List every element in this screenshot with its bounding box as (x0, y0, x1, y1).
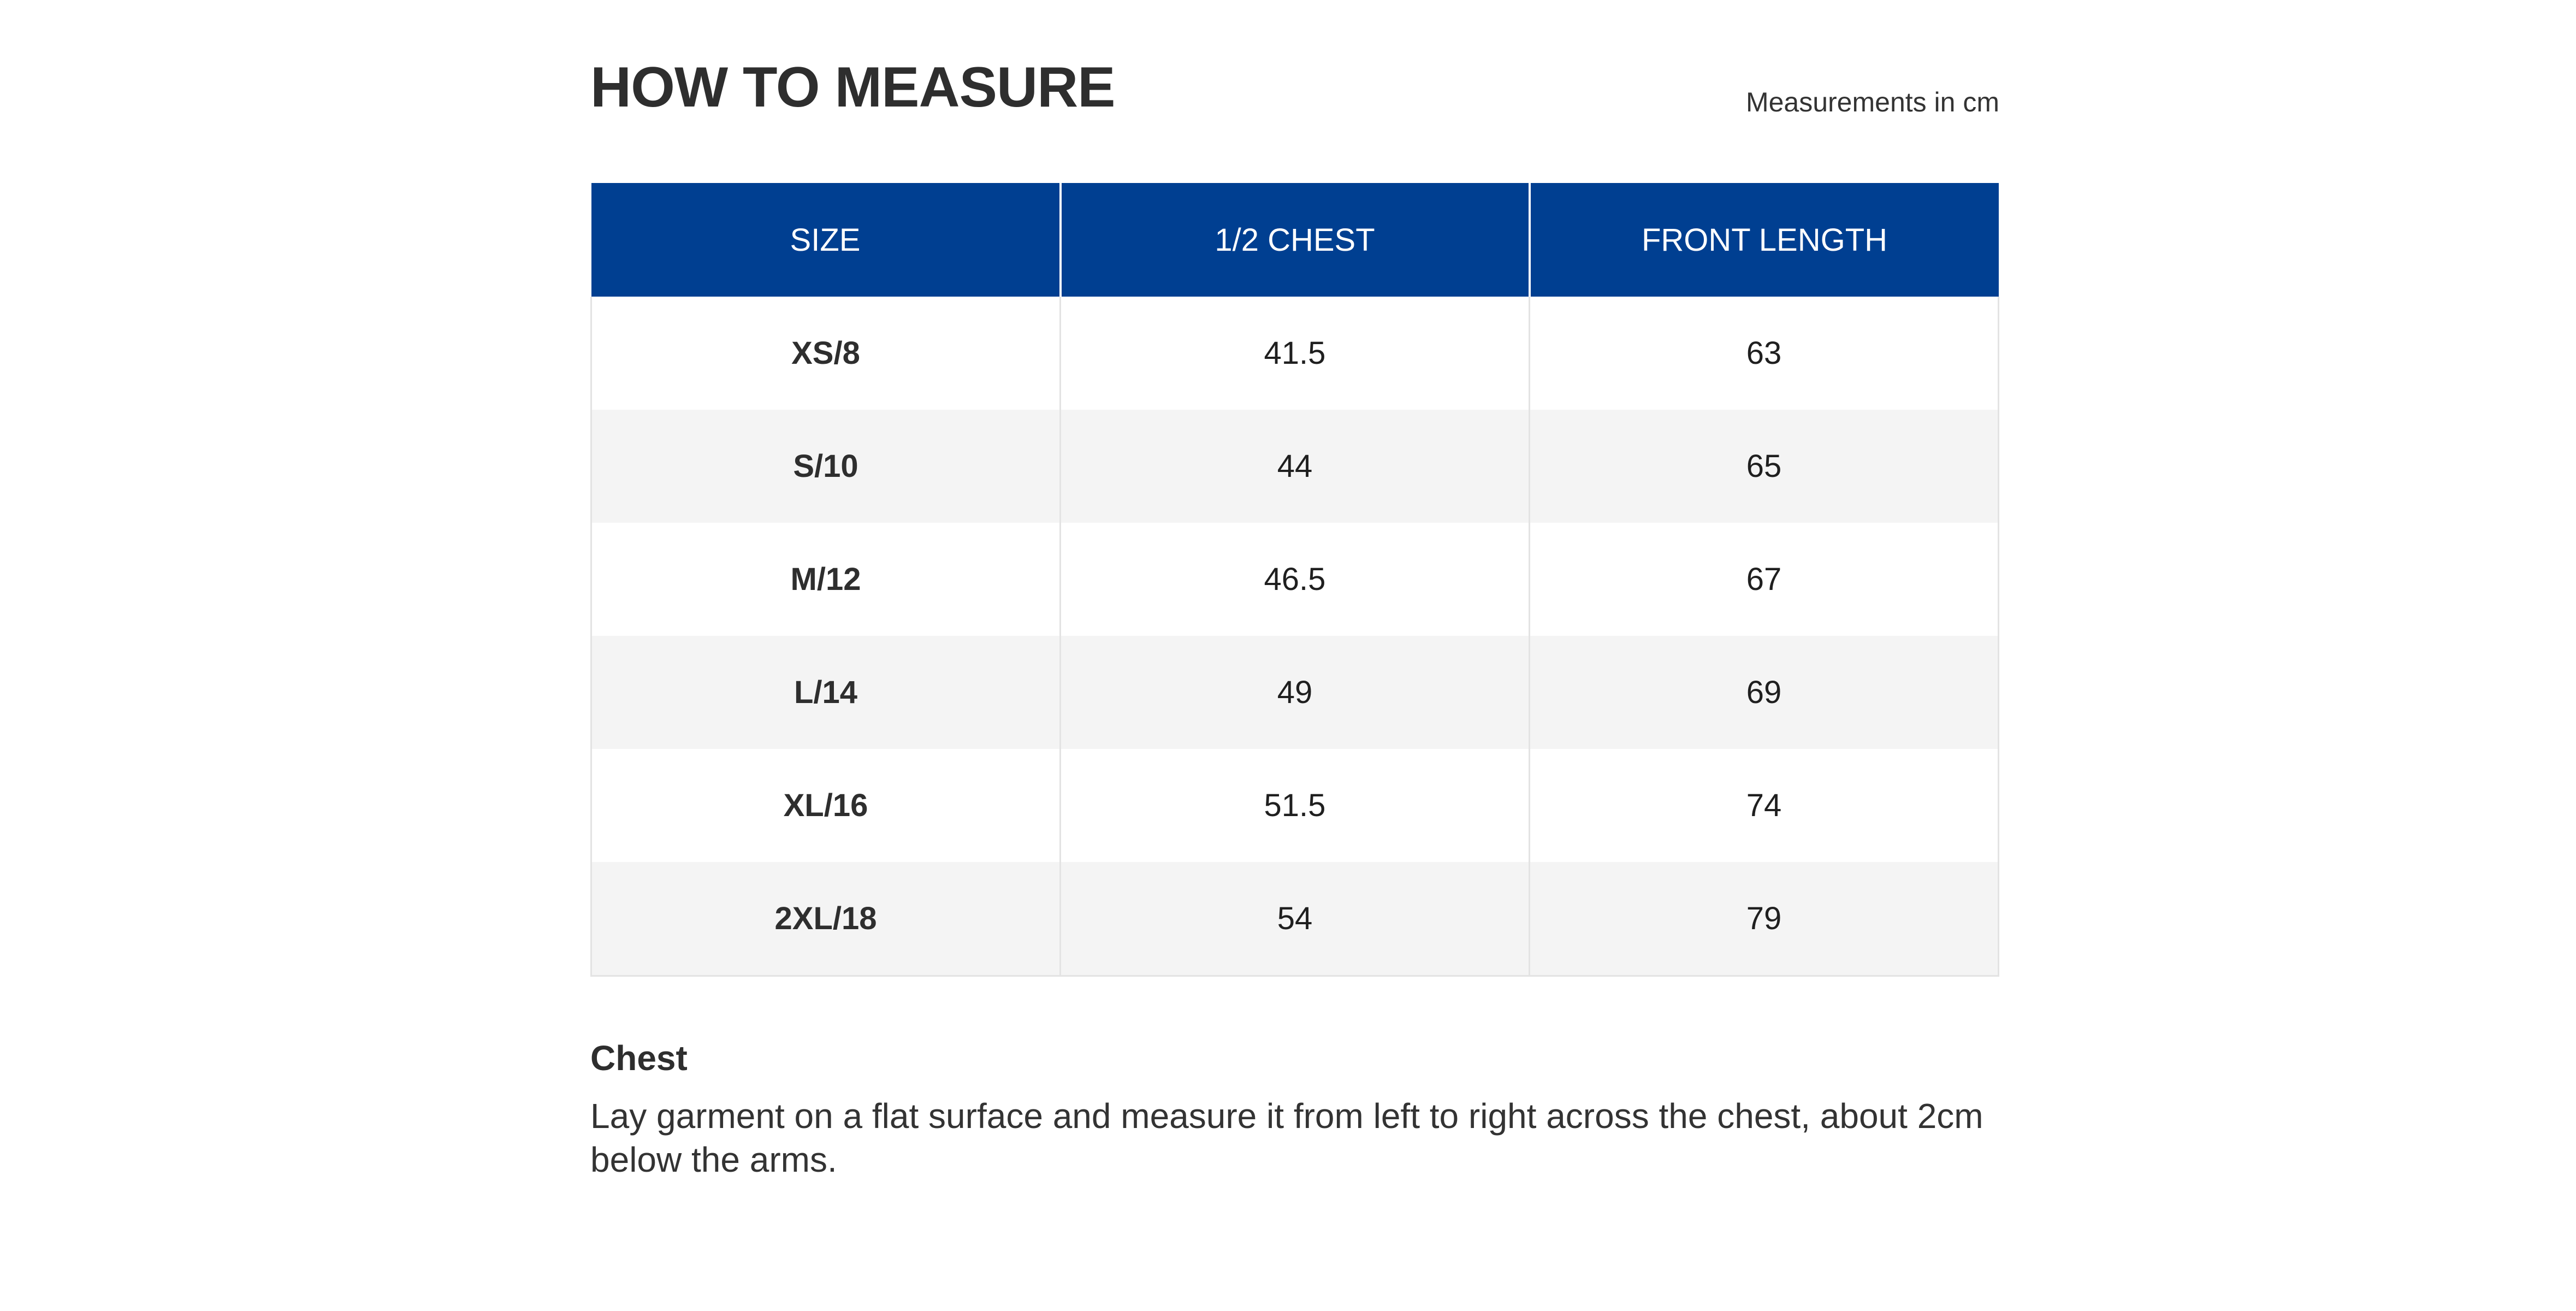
measurement-note (590, 1038, 1999, 1182)
note-title: Chest (590, 1038, 688, 1078)
size-guide (590, 0, 1999, 1179)
half-chest-cell: 44 (1061, 410, 1530, 523)
size-cell: S/10 (591, 410, 1061, 523)
front-length-cell: 69 (1530, 636, 1999, 749)
table-row (591, 636, 1999, 749)
size-guide-header (590, 0, 1999, 183)
half-chest-cell: 51.5 (1061, 749, 1530, 862)
units-note: Measurements in cm (1745, 87, 1999, 117)
table-row (591, 749, 1999, 862)
size-cell: L/14 (591, 636, 1061, 749)
table-row (591, 410, 1999, 523)
front-length-cell: 63 (1530, 297, 1999, 410)
note-text: Lay garment on a flat surface and measure it from left to right across the chest, about 2cm below the arms. (590, 1096, 1983, 1179)
size-table (590, 183, 1999, 977)
column-header-half-chest: 1/2 CHEST (1061, 183, 1530, 297)
front-length-cell: 67 (1530, 523, 1999, 636)
table-row (591, 297, 1999, 410)
front-length-cell: 65 (1530, 410, 1999, 523)
table-row (591, 523, 1999, 636)
page-title: HOW TO MEASURE (590, 56, 1115, 119)
column-header-size: SIZE (591, 183, 1061, 297)
half-chest-cell: 41.5 (1061, 297, 1530, 410)
size-cell: 2XL/18 (591, 862, 1061, 976)
half-chest-cell: 54 (1061, 862, 1530, 976)
table-header-row (591, 183, 1999, 297)
table-row (591, 862, 1999, 976)
half-chest-cell: 49 (1061, 636, 1530, 749)
column-header-front-length: FRONT LENGTH (1530, 183, 1999, 297)
front-length-cell: 79 (1530, 862, 1999, 976)
size-cell: XS/8 (591, 297, 1061, 410)
size-cell: XL/16 (591, 749, 1061, 862)
size-cell: M/12 (591, 523, 1061, 636)
half-chest-cell: 46.5 (1061, 523, 1530, 636)
front-length-cell: 74 (1530, 749, 1999, 862)
